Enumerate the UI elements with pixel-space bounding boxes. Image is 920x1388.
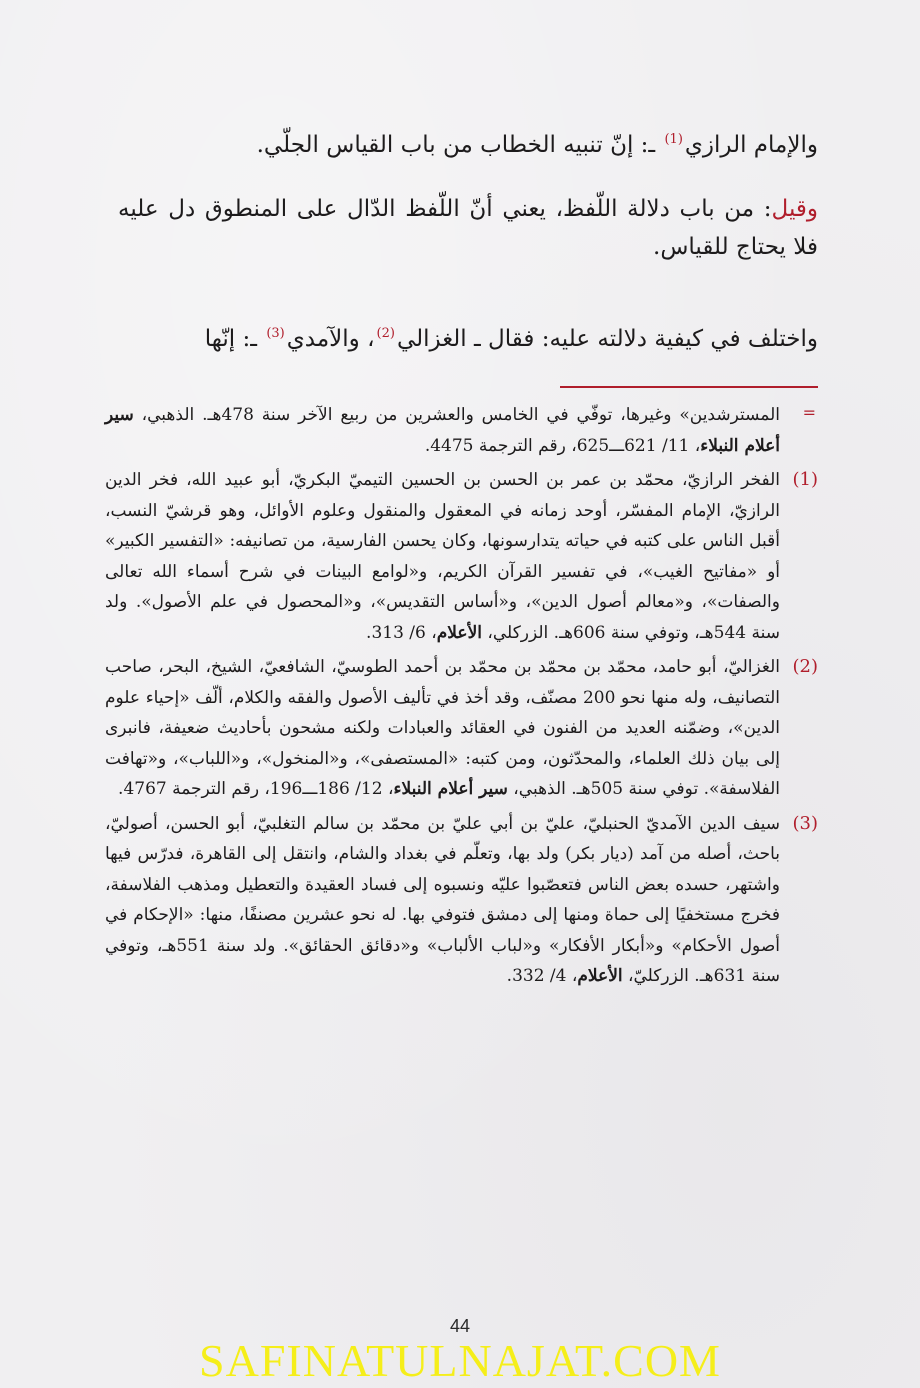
main-text bbox=[118, 190, 818, 266]
book-title: سير أعلام النبلاء bbox=[105, 405, 780, 456]
footnote-2 bbox=[105, 652, 818, 805]
footnote-1 bbox=[105, 465, 818, 648]
page-number: 44 bbox=[449, 1316, 471, 1336]
main-text bbox=[118, 320, 818, 358]
footnote-text: ، 6/ 313. bbox=[366, 622, 437, 643]
footnote-text: الغزاليّ، أبو حامد، محمّد بن محمّد بن محمّد بن أحمد الطوسيّ، الشافعيّ، الشيخ، البحر، صاحب التصانيف، وله منها نحو 200 مصنّف، وقد أخذ في تأليف الأصول والفقه والكلام، ألّف «إحياء علوم الدين»، وضمّنه العديد من الفنون في العقائد والعبادات ولكنه مشحون بأحاديث ضعيفة، فانبرى إلى بيان ذلك العلماء، والمحدّثون، ومن كتبه: «المستصفى»، و«المنخول»، و«اللباب»، و«تهافت الفلاسفة». توفي سنة 505هـ. الذهبي، bbox=[105, 657, 780, 799]
paragraph-text: : من باب دلالة اللّفظ، يعني أنّ اللّفظ الدّال على المنطوق دل عليه فلا يحتاج للقياس. bbox=[118, 196, 818, 260]
footnote-text: سيف الدين الآمديّ الحنبليّ، عليّ بن أبي عليّ بن محمّد بن سالم التغلبيّ، أبو الحسن، أصوليّ، باحث، أصله من آمد (ديار بكر) ولد بها، وتعلّم في بغداد والشام، وانتقل إلى القاهرة، فدرّس فيها واشتهر، حسده بعض الناس فتعصّبوا عليّه ونسبوه إلى فساد العقيدة والتعطيل ومذهب الفلاسفة، فخرج مستخفيًا إلى حماة ومنها إلى دمشق فتوفي بها. له نحو عشرين مصنفًا، منها: «الإحكام في أصول الأحكام» و«أبكار الأفكار» و«لباب الألباب» و«دقائق الحقائق». ولد سنة 551هـ، وتوفي سنة 631هـ. الزركليّ، bbox=[105, 813, 780, 986]
footnote-continuation bbox=[105, 400, 818, 461]
footnotes bbox=[105, 400, 818, 996]
footnote-separator bbox=[560, 386, 818, 388]
paragraph-text: ـ: إنّها bbox=[204, 326, 265, 352]
paragraph-razi bbox=[118, 126, 818, 164]
lead-word-qila: وقيل bbox=[771, 196, 818, 222]
footnote-ref-2[interactable]: (2) bbox=[376, 326, 395, 342]
paragraph-ikhtalafa bbox=[118, 320, 818, 358]
paragraph-text: والإمام الرازي bbox=[684, 132, 818, 158]
paragraph-text: ، والآمدي bbox=[286, 326, 375, 352]
footnote-number: (3) bbox=[792, 812, 818, 834]
paragraph-text: واختلف في كيفية دلالته عليه: فقال ـ الغزالي bbox=[396, 326, 818, 352]
main-text bbox=[118, 126, 818, 164]
paragraph-text: ـ: إنّ تنبيه الخطاب من باب القياس الجلّي. bbox=[256, 132, 663, 158]
footnote-text: ، 12/ 186ـــ196، رقم الترجمة 4767. bbox=[118, 779, 394, 799]
footnote-text: ، 11/ 621ـــ625، رقم الترجمة 4475. bbox=[424, 435, 701, 456]
footnote-ref-1[interactable]: (1) bbox=[664, 132, 683, 148]
footnote-number: (2) bbox=[792, 656, 818, 677]
book-title: الأعلام bbox=[436, 622, 482, 643]
book-title: سير أعلام النبلاء bbox=[393, 779, 508, 799]
watermark: SAFINATULNAJAT.COM bbox=[199, 1335, 721, 1386]
footnote-text: ، 4/ 332. bbox=[506, 966, 578, 986]
footnote-text: الفخر الرازيّ، محمّد بن عمر بن الحسن بن الحسين التيميّ البكريّ، أبو عبيد الله، فخر الدين الرازيّ، الإمام المفسّر، أوحد زمانه في المعقول والمنقول وعلوم الأوائل، وهو قرشيّ النسب، أقبل الناس على كتبه في حياته يتدارسونها، وكان يحسن الفارسية، من تصانيفه: «التفسير الكبير» أو «مفاتيح الغيب»، في تفسير القرآن الكريم، و«لوامع البينات في شرح أسماء الله تعالى والصفات»، و«معالم أصول الدين»، و«أساس التقديس»، و«المحصول في علم الأصول». ولد سنة 544هـ، وتوفي سنة 606هـ. الزركلي، bbox=[105, 470, 780, 643]
continuation-mark: = bbox=[802, 403, 816, 422]
paragraph-qila bbox=[118, 190, 818, 266]
footnote-3 bbox=[105, 809, 818, 992]
book-title: الأعلام bbox=[577, 966, 623, 986]
footnote-number: (1) bbox=[792, 469, 818, 490]
footnote-ref-3[interactable]: (3) bbox=[266, 326, 285, 342]
footnote-text: المسترشدين» وغيرها، توفّي في الخامس والعشرين من ربيع الآخر سنة 478هـ. الذهبي، bbox=[133, 405, 781, 425]
